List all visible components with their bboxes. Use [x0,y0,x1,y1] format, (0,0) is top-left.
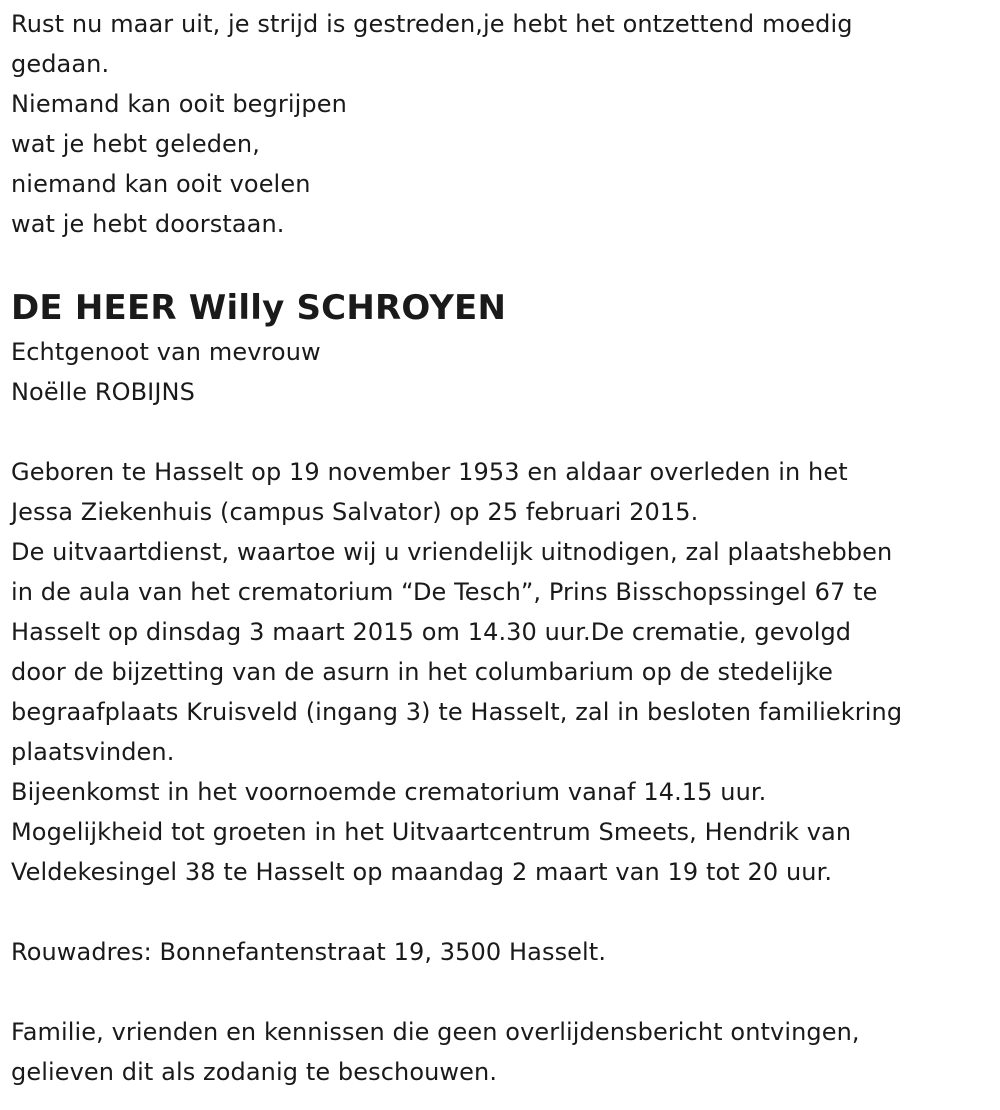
details-line: in de aula van het crematorium “De Tesch”, Prins Bisschopssingel 67 te [11,578,878,606]
closing-line: Familie, vrienden en kennissen die geen overlijdensbericht ontvingen, [11,1018,860,1046]
closing-note [11,1012,996,1092]
details-line: Hasselt op dinsdag 3 maart 2015 om 14.30 uur.De crematie, gevolgd [11,618,852,646]
details-line: begraafplaats Kruisveld (ingang 3) te Hasselt, zal in besloten familiekring [11,698,903,726]
deceased-name: DE HEER Willy SCHROYEN [11,288,507,328]
obituary-notice [11,4,996,1092]
spacer [11,892,996,932]
poem-line: wat je hebt doorstaan. [11,210,285,238]
spacer [11,972,996,1012]
funeral-details [11,452,996,892]
poem-line: niemand kan ooit voelen [11,170,311,198]
spouse-name: Noëlle ROBIJNS [11,378,195,406]
details-line: Mogelijkheid tot groeten in het Uitvaartcentrum Smeets, Hendrik van [11,818,852,846]
relation [11,332,996,412]
relation-line: Echtgenoot van mevrouw [11,338,321,366]
poem-line: gedaan. [11,50,110,78]
details-line: door de bijzetting van de asurn in het columbarium op de stedelijke [11,658,834,686]
details-line: De uitvaartdienst, waartoe wij u vriendelijk uitnodigen, zal plaatshebben [11,538,893,566]
mourning-address: Rouwadres: Bonnefantenstraat 19, 3500 Hasselt. [11,938,607,966]
details-line: plaatsvinden. [11,738,175,766]
poem-line: Rust nu maar uit, je strijd is gestreden,je hebt het ontzettend moedig [11,10,853,38]
poem-line: Niemand kan ooit begrijpen [11,90,347,118]
poem [11,4,996,244]
details-line: Veldekesingel 38 te Hasselt op maandag 2 maart van 19 tot 20 uur. [11,858,833,886]
poem-line: wat je hebt geleden, [11,130,260,158]
details-line: Geboren te Hasselt op 19 november 1953 en aldaar overleden in het [11,458,848,486]
closing-line: gelieven dit als zodanig te beschouwen. [11,1058,498,1086]
details-line: Jessa Ziekenhuis (campus Salvator) op 25 februari 2015. [11,498,699,526]
spacer [11,412,996,452]
details-line: Bijeenkomst in het voornoemde crematorium vanaf 14.15 uur. [11,778,767,806]
